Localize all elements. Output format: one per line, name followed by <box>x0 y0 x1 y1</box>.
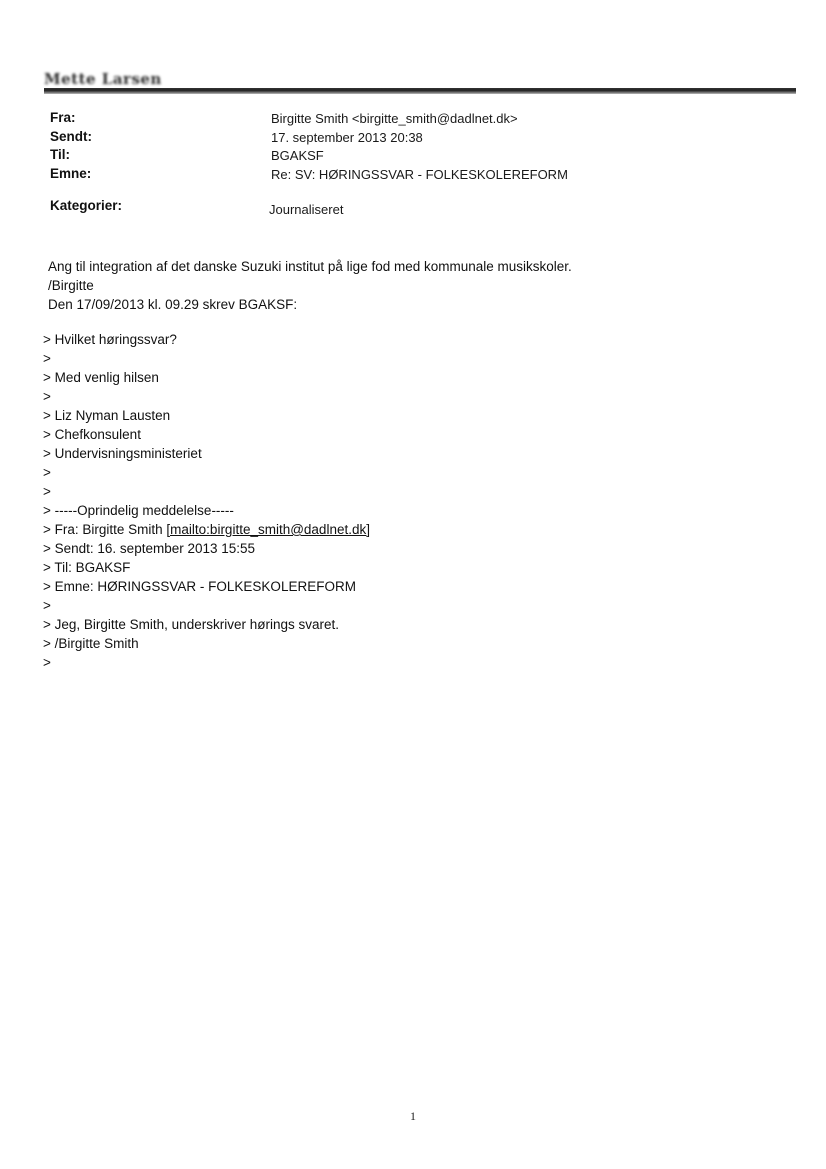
quoted-from-prefix: > Fra: Birgitte Smith <box>43 522 167 537</box>
sent-value: 17. september 2013 20:38 <box>271 129 423 145</box>
header-rule <box>44 88 796 94</box>
body-line: /Birgitte <box>48 278 94 293</box>
quoted-line: > <box>43 389 51 404</box>
quoted-line: > <box>43 351 51 366</box>
to-value: BGAKSF <box>271 148 324 163</box>
quoted-line: > <box>43 484 51 499</box>
quoted-line: > Med venlig hilsen <box>43 370 159 385</box>
categories-label: Kategorier: <box>50 198 123 213</box>
quoted-from-line <box>43 520 783 539</box>
quoted-line: > <box>43 655 51 670</box>
quoted-line: > Til: BGAKSF <box>43 560 131 575</box>
categories-value: Journaliseret <box>269 202 344 217</box>
quoted-line: > -----Oprindelig meddelelse----- <box>43 503 234 518</box>
quoted-line: > <box>43 465 51 480</box>
quoted-line: > Liz Nyman Lausten <box>43 408 171 423</box>
body-line: Den 17/09/2013 kl. 09.29 skrev BGAKSF: <box>48 297 298 312</box>
header-row-sent <box>50 129 770 148</box>
quoted-line: > Undervisningsministeriet <box>43 446 202 461</box>
body-line: Ang til integration af det danske Suzuki institut på lige fod med kommunale musikskoler. <box>48 259 572 274</box>
header-row-from <box>50 110 770 129</box>
email-header <box>50 110 770 217</box>
header-row-subject <box>50 166 770 185</box>
header-row-categories <box>50 198 770 217</box>
quoted-line: > Sendt: 16. september 2013 15:55 <box>43 541 256 556</box>
from-value: Birgitte Smith <birgitte_smith@dadlnet.dk> <box>271 111 518 126</box>
quoted-line: > Emne: HØRINGSSVAR - FOLKESKOLEREFORM <box>43 579 356 594</box>
sent-label: Sendt: <box>50 128 92 144</box>
mailto-link[interactable]: [mailto:birgitte_smith@dadlnet.dk] <box>166 522 370 537</box>
subject-value: Re: SV: HØRINGSSVAR - FOLKESKOLEREFORM <box>271 166 568 182</box>
from-label: Fra: <box>50 110 76 125</box>
header-row-to <box>50 147 770 166</box>
quoted-line: > /Birgitte Smith <box>43 636 139 651</box>
quoted-message <box>43 330 783 672</box>
quoted-line: > <box>43 598 51 613</box>
quoted-line: > Hvilket høringssvar? <box>43 332 177 347</box>
message-body <box>48 257 788 314</box>
quoted-line: > Jeg, Birgitte Smith, underskriver hørings svaret. <box>43 617 339 632</box>
subject-label: Emne: <box>50 165 92 181</box>
sender-name-header: Mette Larsen <box>44 70 162 88</box>
to-label: Til: <box>50 147 70 162</box>
quoted-line: > Chefkonsulent <box>43 427 141 442</box>
page-number: 1 <box>410 1109 416 1123</box>
